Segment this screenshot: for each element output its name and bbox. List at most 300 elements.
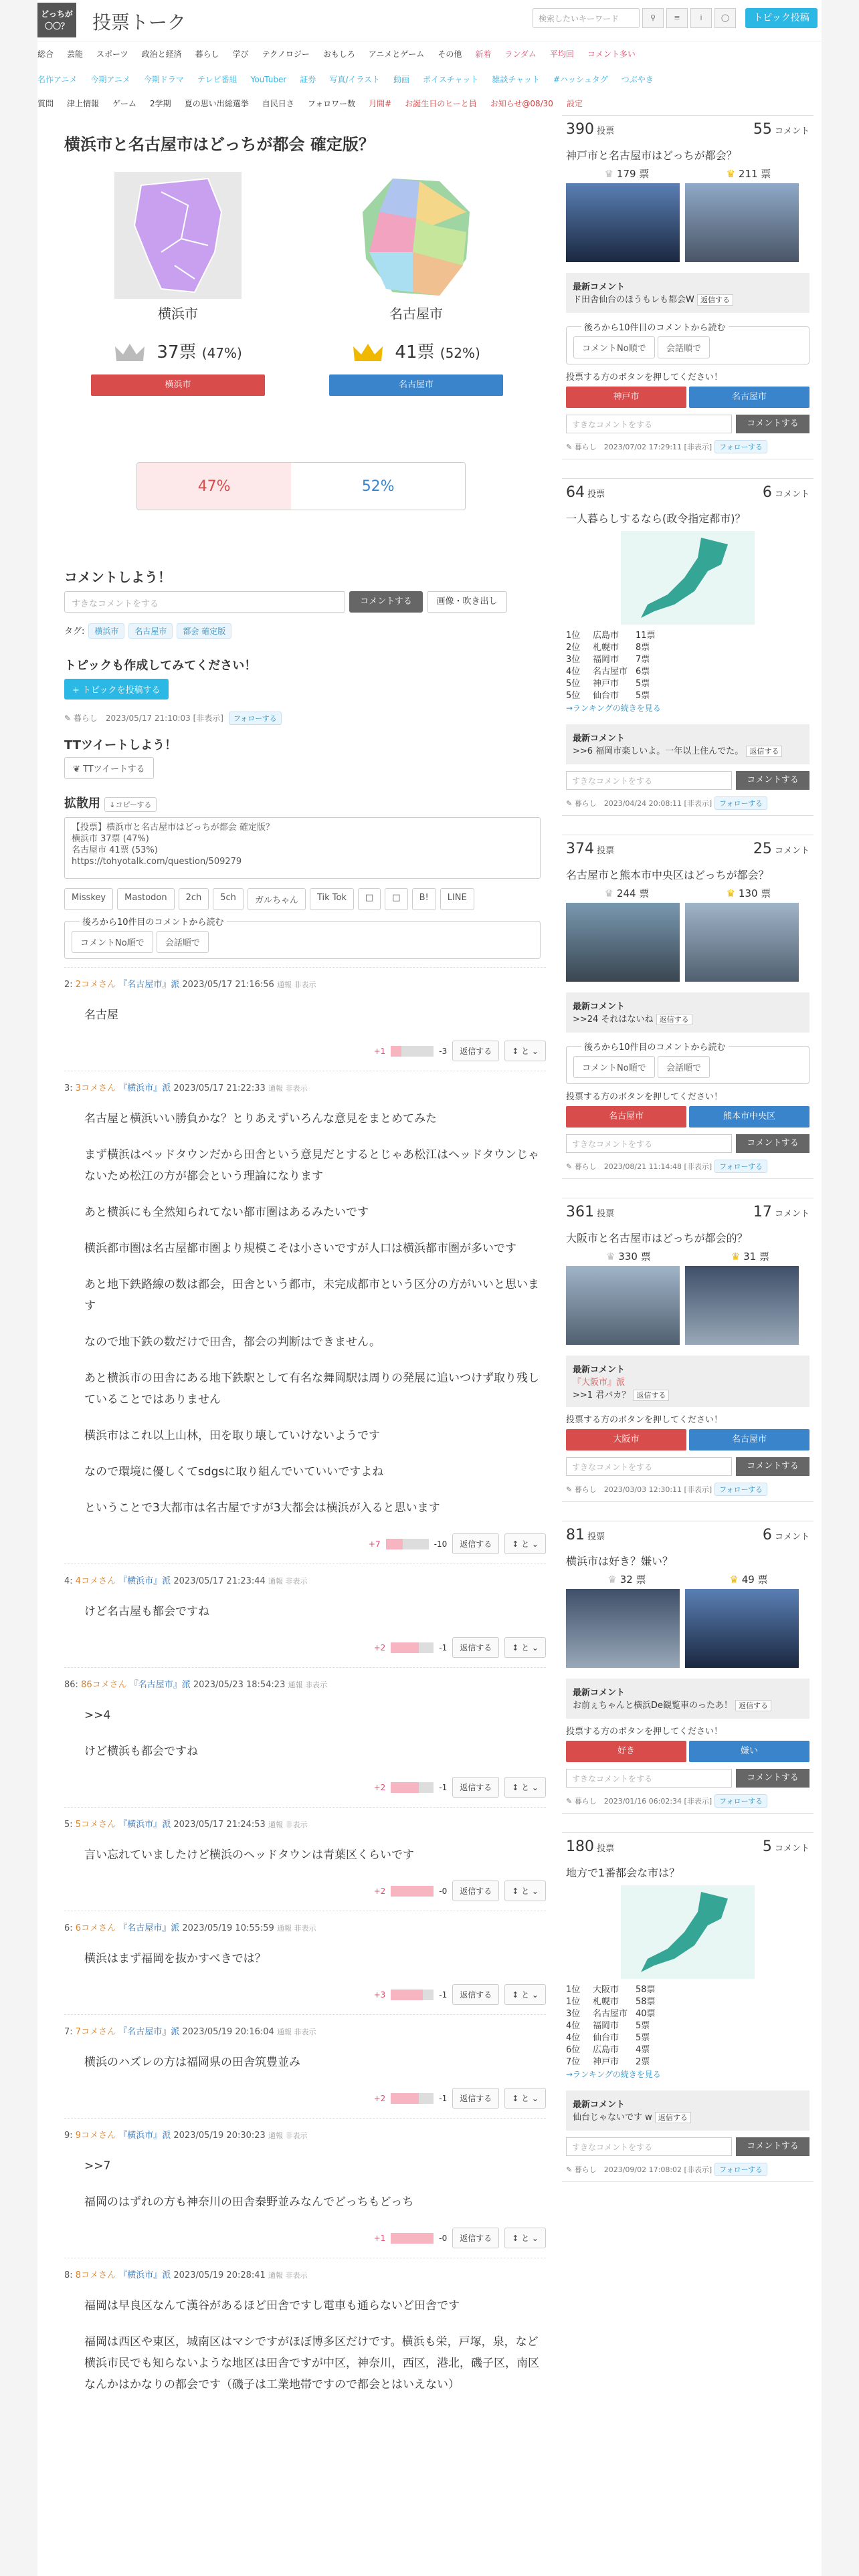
downvote-count[interactable]: -1 <box>439 1990 448 2000</box>
nav-item[interactable]: 夏の思い出総選挙 <box>184 99 249 108</box>
nav-item[interactable]: 暮らし <box>195 49 219 59</box>
vote-b-button[interactable]: 嫌い <box>689 1741 809 1762</box>
nav-item[interactable]: 平均回 <box>549 49 574 59</box>
comment-report-links[interactable]: 通報 非表示 <box>268 2271 308 2280</box>
comment-number[interactable]: 4: <box>64 1576 73 1586</box>
vote-number: 374 <box>566 841 594 857</box>
option-image[interactable] <box>685 1266 799 1345</box>
reply-button[interactable]: 返信する <box>746 746 782 757</box>
comment-report-links[interactable]: 通報 非表示 <box>276 980 316 989</box>
ranking-cell: 5票 <box>636 679 650 689</box>
nav-row-3 <box>37 98 822 109</box>
vote-b-button[interactable]: 熊本市中央区 <box>689 1106 809 1128</box>
nav-item[interactable]: 学び <box>232 49 249 59</box>
vote-balance-fill <box>391 1642 419 1653</box>
vote-buttons <box>566 1106 809 1128</box>
comment-text: 福岡は西区や東区，城南区はマシですがほぼ博多区だけです。横浜も栄，戸塚，泉，など横浜市民でも知らないような地区は田舎ですが中区，神奈川，西区，港北，磯子区，南区なんかはかなりの都会です（磯子は工業地帯ですので都会とはいえない） <box>84 2335 539 2391</box>
gold-crown-icon: ♛ <box>726 168 736 180</box>
card-category[interactable]: 暮らし <box>574 2165 597 2174</box>
tt-tweet-button[interactable] <box>64 757 154 779</box>
latest-text: >>6 福岡市楽しいよ。一年以上住んでた。 <box>573 746 744 756</box>
share-button[interactable]: LINE <box>440 888 474 910</box>
nav-item[interactable]: 今期ドラマ <box>143 75 184 84</box>
option-image[interactable] <box>685 183 799 262</box>
comment-group: 『名古屋市』派 <box>118 980 180 990</box>
nav-item[interactable]: 名作アニメ <box>37 75 78 84</box>
comment-text: 横浜都市圏は名古屋都市圏より規模こそは小さいですが人口は横浜都市圏が多いです <box>84 1242 516 1255</box>
comment-count <box>763 484 809 501</box>
option-b-tally <box>727 886 771 900</box>
upvote-count[interactable]: +2 <box>373 1886 386 1896</box>
nav-item[interactable]: 2学期 <box>150 99 171 108</box>
nav-item[interactable]: お知らせ@08/30 <box>490 99 553 108</box>
reply-button[interactable]: 返信する <box>655 2112 691 2123</box>
nav-item[interactable]: つぶやき <box>621 75 654 84</box>
tag[interactable]: 名古屋市 <box>128 623 173 639</box>
tag[interactable]: 都会 確定版 <box>177 623 231 639</box>
comment-report-links[interactable]: 通報 非表示 <box>288 1681 327 1689</box>
sidebar-comment-submit[interactable]: コメントする <box>736 2137 809 2156</box>
vote-prompt: 投票する方のボタンを押してください！ <box>566 1727 723 1737</box>
nav-item[interactable]: その他 <box>438 49 462 59</box>
comment-report-links[interactable]: 通報 非表示 <box>268 2131 308 2140</box>
follow-button[interactable]: フォローする <box>714 796 767 810</box>
comment-number[interactable]: 5: <box>64 1820 73 1830</box>
sidebar-comment-input[interactable]: すきなコメントをする <box>566 771 732 790</box>
copy-button[interactable]: ↓コピーする <box>104 797 156 812</box>
card-category[interactable]: 暮らし <box>574 799 597 808</box>
card-title[interactable]: 一人暮らしするなら(政令指定都市)？ <box>566 512 746 525</box>
more-menu-button[interactable]: ↕ と ⌄ <box>504 1041 546 1061</box>
option-images <box>566 903 809 982</box>
nav-item[interactable]: #ハッシュタグ <box>553 75 608 84</box>
order-by-thread-button[interactable]: 会話順で <box>658 1056 710 1078</box>
comment-author[interactable]: 4コメさん <box>75 1576 116 1586</box>
card-meta <box>566 1160 809 1173</box>
share-button[interactable]: B! <box>412 888 436 910</box>
info-icon[interactable]: i <box>690 8 712 28</box>
more-menu-button[interactable]: ↕ と ⌄ <box>504 1533 546 1554</box>
order-by-number-button[interactable]: コメントNo順で <box>72 931 153 953</box>
comment-body <box>84 2052 546 2073</box>
ratio-b: 52% <box>291 463 465 510</box>
more-menu-button[interactable]: ↕ と ⌄ <box>504 1984 546 2005</box>
hide-link[interactable]: [非表示] <box>193 714 223 723</box>
downvote-count[interactable]: -0 <box>439 2233 448 2243</box>
nav-item[interactable]: ランダム <box>504 49 537 59</box>
card-title[interactable]: 大阪市と名古屋市はどっちが都会的？ <box>566 1232 748 1245</box>
nav-item[interactable]: 証券 <box>300 75 316 84</box>
ranking-cell: 3位 <box>566 655 581 665</box>
vote-b-button[interactable]: 名古屋市 <box>689 387 809 408</box>
search-icon[interactable]: ⚲ <box>642 8 664 28</box>
follow-button[interactable]: フォローする <box>714 1160 767 1173</box>
ranking-row <box>566 678 809 690</box>
downvote-count[interactable]: -1 <box>439 2093 448 2103</box>
option-a-tally <box>606 1249 651 1263</box>
comment-text: けど横浜も都会ですね <box>84 1745 198 1758</box>
comment <box>64 2014 546 2109</box>
tag[interactable]: 横浜市 <box>88 623 124 639</box>
latest-label: 最新コメント <box>573 1365 626 1375</box>
comment-body <box>84 1108 546 1519</box>
reply-button[interactable]: 返信する <box>656 1014 692 1025</box>
gold-crown-icon: ♛ <box>731 1251 741 1263</box>
sidebar-topic-card <box>562 1521 814 1814</box>
comment-text: 横浜はまず福岡を抜かすべきでは？ <box>84 1952 266 1965</box>
vote-a-button[interactable]: 大阪市 <box>566 1429 686 1451</box>
comment-number[interactable]: 7: <box>64 2027 73 2037</box>
hide-link[interactable]: [非表示] <box>684 1797 712 1806</box>
vote-a-button[interactable]: 神戸市 <box>566 387 686 408</box>
downvote-count[interactable]: -1 <box>439 1642 448 1652</box>
upvote-count[interactable]: +1 <box>373 1046 386 1056</box>
ranking-row <box>566 642 809 654</box>
card-date: 2023/08/21 11:14:48 <box>603 1162 682 1171</box>
ranking-map-image[interactable] <box>621 1885 755 1979</box>
latest-comment <box>566 273 809 313</box>
sidebar-comment-input[interactable]: すきなコメントをする <box>566 1457 732 1476</box>
comment-report-links[interactable]: 通報 非表示 <box>268 1820 308 1829</box>
reply-button[interactable]: 返信する <box>452 1777 499 1798</box>
spread-textarea[interactable]: 【投票】横浜市と名古屋市はどっちが都会 確定版？ 横浜市 37票 (47%) 名古屋市 41票 (53%) https://tohyotalk.com/question/509279 <box>64 817 541 879</box>
nav-item[interactable]: テレビ番組 <box>197 75 237 84</box>
comment-author[interactable]: 9コメさん <box>75 2131 116 2141</box>
comment-input[interactable]: すきなコメントをする <box>64 591 345 613</box>
comment-date: 2023/05/17 21:24:53 <box>173 1820 266 1830</box>
share-button[interactable]: 2ch <box>179 888 209 910</box>
downvote-count[interactable]: -3 <box>439 1046 448 1056</box>
comment-author[interactable]: 86コメさん <box>81 1680 127 1690</box>
sidebar-comment-form <box>566 1769 809 1788</box>
ranking-row <box>566 2008 809 2020</box>
order-by-number-button[interactable]: コメントNo順で <box>573 336 655 358</box>
sidebar-comment-submit[interactable]: コメントする <box>736 771 809 790</box>
vote-yokohama-button[interactable]: 横浜市 <box>91 374 265 396</box>
sidebar-comment-input[interactable]: すきなコメントをする <box>566 415 732 433</box>
sidebar-comment-submit[interactable]: コメントする <box>736 1134 809 1153</box>
comment-header <box>64 1817 546 1830</box>
ranking-cell: 3位 <box>566 2009 581 2019</box>
vote-b-button[interactable]: 名古屋市 <box>689 1429 809 1451</box>
menu-icon[interactable]: ≡ <box>666 8 688 28</box>
nav-item[interactable]: スポーツ <box>96 49 128 59</box>
downvote-count[interactable]: -10 <box>434 1539 448 1549</box>
more-menu-button[interactable]: ↕ と ⌄ <box>504 1637 546 1658</box>
comment <box>64 1071 546 1554</box>
nav-item[interactable]: フォロワー数 <box>307 99 356 108</box>
order-by-number-button[interactable]: コメントNo順で <box>573 1056 655 1078</box>
yokohama-map-image[interactable] <box>114 172 242 299</box>
nav-item[interactable]: 政治と経済 <box>141 49 182 59</box>
vote-tallies <box>566 886 809 900</box>
ranking-more-link[interactable]: →ランキングの続きを見る <box>566 2070 661 2079</box>
ranking-cell: 1位 <box>566 631 581 641</box>
nav-item[interactable]: 設定 <box>566 99 583 108</box>
comment-footer <box>64 1881 546 1901</box>
card-category[interactable]: 暮らし <box>574 443 597 451</box>
option-image[interactable] <box>566 903 680 982</box>
upvote-count[interactable]: +2 <box>373 1782 386 1792</box>
upvote-count[interactable]: +2 <box>373 2093 386 2103</box>
comment-date: 2023/05/23 18:54:23 <box>193 1680 286 1690</box>
more-menu-button[interactable]: ↕ と ⌄ <box>504 1881 546 1901</box>
more-menu-button[interactable]: ↕ と ⌄ <box>504 2088 546 2109</box>
comment-number[interactable]: 86: <box>64 1680 78 1690</box>
comment-number[interactable]: 3: <box>64 1083 73 1093</box>
nav-item[interactable]: テクノロジー <box>262 49 310 59</box>
nav-item[interactable]: 質問 <box>37 99 54 108</box>
upvote-count[interactable]: +2 <box>373 1642 386 1652</box>
comment-group: 『横浜市』派 <box>118 1576 171 1586</box>
hide-link[interactable]: [非表示] <box>684 1485 712 1494</box>
upvote-count[interactable]: +3 <box>373 1990 386 2000</box>
nav-item[interactable]: YouTuber <box>250 75 287 84</box>
ranking-cell: 5票 <box>636 2033 650 2043</box>
ranking-cell: 広島市 <box>593 631 619 641</box>
reply-button[interactable]: 返信する <box>452 2088 499 2109</box>
ranking-cell: 名古屋市 <box>593 667 628 677</box>
follow-button[interactable]: フォローする <box>714 2163 767 2176</box>
reply-button[interactable]: 返信する <box>452 1637 499 1658</box>
tag-label: タグ: <box>64 627 85 637</box>
pencil-icon: ✎ <box>566 2165 575 2174</box>
reply-button[interactable]: 返信する <box>452 2228 499 2248</box>
comment-text: 横浜市はこれ以上山林，田を取り壊していけないようです <box>84 1429 380 1442</box>
latest-label: 最新コメント <box>573 734 626 744</box>
comment-author[interactable]: 7コメさん <box>75 2027 116 2037</box>
reply-button[interactable]: 返信する <box>735 1700 771 1711</box>
card-category[interactable]: 暮らし <box>574 1162 597 1171</box>
site-title[interactable]: 投票トーク <box>92 11 187 33</box>
comment-number: 6 <box>762 1527 772 1543</box>
ranking-cell: 6位 <box>566 2045 581 2055</box>
comment-unit: コメント <box>774 126 809 136</box>
option-image[interactable] <box>685 1589 799 1668</box>
ranking-cell: 4票 <box>636 2045 650 2055</box>
site-logo[interactable] <box>37 3 76 37</box>
comment-report-links[interactable]: 通報 非表示 <box>268 1084 308 1093</box>
nav-item[interactable]: おもしろ <box>322 49 355 59</box>
search-input[interactable]: 検索したいキーワード <box>533 8 640 28</box>
comment-text: 名古屋と横浜いい勝負かな？とりあえずいろんな意見をまとめてみた <box>84 1112 437 1125</box>
comment-date: 2023/05/19 20:30:23 <box>173 2131 266 2141</box>
option-image[interactable] <box>566 1266 680 1345</box>
comment-number[interactable]: 2: <box>64 980 73 990</box>
header <box>37 0 822 41</box>
option-a-pct: (47%) <box>201 345 242 361</box>
sidebar-comment-input[interactable]: すきなコメントをする <box>566 2137 732 2156</box>
post-topic-button[interactable]: トピック投稿 <box>745 8 818 28</box>
comment <box>64 967 546 1061</box>
card-title[interactable]: 神戸市と名古屋市はどっちが都会？ <box>566 149 737 162</box>
comment-count <box>753 841 809 857</box>
card-meta <box>566 440 809 453</box>
share-button[interactable]: Misskey <box>64 888 113 910</box>
comment-text: >>7 <box>84 2159 111 2173</box>
ranking-cell: 5位 <box>566 691 581 701</box>
spread-heading <box>64 794 546 812</box>
create-topic-button[interactable]: + トピックを投稿する <box>64 679 169 700</box>
sidebar-comment-form <box>566 2137 809 2156</box>
card-title[interactable]: 名古屋市と熊本市中央区はどっちが都会？ <box>566 869 769 881</box>
more-menu-button[interactable]: ↕ と ⌄ <box>504 1777 546 1798</box>
nav-item[interactable]: 総合 <box>37 49 54 59</box>
nagoya-map-image[interactable] <box>353 172 480 299</box>
comment-header <box>64 1677 546 1690</box>
hide-link[interactable]: [非表示] <box>684 443 712 451</box>
sidebar-comment-form <box>566 415 809 433</box>
vote-tallies <box>566 1572 809 1586</box>
nav-item[interactable]: 今期アニメ <box>90 75 130 84</box>
vote-prompt: 投票する方のボタンを押してください！ <box>566 1092 723 1102</box>
comment-report-links[interactable]: 通報 非表示 <box>276 2028 316 2036</box>
ranking-cell: 58票 <box>636 1985 656 1995</box>
comment-footer <box>64 2228 546 2248</box>
ranking-map-image[interactable] <box>621 531 755 625</box>
card-category[interactable]: 暮らし <box>574 1797 597 1806</box>
card-meta <box>566 1794 809 1808</box>
more-menu-button[interactable]: ↕ と ⌄ <box>504 2228 546 2248</box>
comment-date: 2023/05/19 20:16:04 <box>182 2027 274 2037</box>
comment-number[interactable]: 6: <box>64 1923 73 1933</box>
sidebar-comment-submit[interactable]: コメントする <box>736 415 809 433</box>
nav-item[interactable]: コメント多い <box>587 49 636 59</box>
reply-button[interactable]: 返信する <box>697 294 733 306</box>
comment-header <box>64 2128 546 2141</box>
comment-unit: コメント <box>774 490 809 500</box>
share-button[interactable]: □ <box>385 888 407 910</box>
comment-date: 2023/05/19 10:55:59 <box>182 1923 274 1933</box>
nav-item[interactable]: アニメとゲーム <box>368 49 425 59</box>
comment-unit: コメント <box>774 1532 809 1542</box>
comment-author[interactable]: 6コメさん <box>75 1923 116 1933</box>
option-b-tally <box>731 1249 769 1263</box>
nav-item[interactable]: 動画 <box>393 75 410 84</box>
share-button[interactable]: □ <box>358 888 381 910</box>
card-title[interactable]: 地方で1番都会な市は？ <box>566 1866 680 1879</box>
card-date: 2023/03/03 12:30:11 <box>603 1485 682 1494</box>
follow-button[interactable]: フォローする <box>714 1794 767 1808</box>
latest-text: お前ぇちゃんと横浜De観覧車のったあ！ <box>573 1701 733 1711</box>
share-button[interactable]: Tik Tok <box>310 888 354 910</box>
share-button[interactable]: Mastodon <box>117 888 174 910</box>
comment-author[interactable]: 3コメさん <box>75 1083 116 1093</box>
reply-button[interactable]: 返信する <box>452 1041 499 1061</box>
order-by-thread-button[interactable]: 会話順で <box>658 336 710 358</box>
comment-text: なので地下鉄の数だけで田舎，都会の判断はできません。 <box>84 1335 381 1349</box>
nav-item[interactable]: 写真/イラスト <box>329 75 381 84</box>
comment-author[interactable]: 5コメさん <box>75 1820 116 1830</box>
comment-text: 名古屋 <box>84 1008 118 1022</box>
option-a-votes <box>91 338 265 365</box>
comment-report-links[interactable]: 通報 非表示 <box>268 1577 308 1586</box>
image-balloon-button[interactable]: 画像・吹き出し <box>427 591 507 613</box>
downvote-count[interactable]: -1 <box>439 1782 448 1792</box>
nav-item[interactable]: 津上情報 <box>67 99 100 108</box>
nav-item[interactable]: ポイスチャット <box>423 75 479 84</box>
comment <box>64 1564 546 1658</box>
order-by-thread-button[interactable]: 会話順で <box>157 931 209 953</box>
comment-header <box>64 2024 546 2037</box>
upvote-count[interactable]: +1 <box>373 2233 386 2243</box>
sidebar-comment-submit[interactable]: コメントする <box>736 1457 809 1476</box>
ranking-cell: 11票 <box>636 631 656 641</box>
nav-item[interactable]: お誕生日のヒーと員 <box>405 99 477 108</box>
silver-crown-icon: ♛ <box>607 1574 617 1586</box>
user-icon[interactable]: ◯ <box>714 8 736 28</box>
card-date: 2023/07/02 17:29:11 <box>603 443 682 451</box>
nav-item[interactable]: 新着 <box>475 49 492 59</box>
hide-link[interactable]: [非表示] <box>684 799 712 808</box>
comment <box>64 1911 546 2005</box>
share-button[interactable]: 5ch <box>213 888 244 910</box>
comment-number: 6 <box>762 484 772 501</box>
vote-a-button[interactable]: 名古屋市 <box>566 1106 686 1128</box>
comment-body <box>84 1004 546 1026</box>
option-image[interactable] <box>685 903 799 982</box>
downvote-count[interactable]: -0 <box>439 1886 448 1896</box>
upvote-count[interactable]: +7 <box>368 1539 381 1549</box>
comment-report-links[interactable]: 通報 非表示 <box>276 1924 316 1933</box>
comment-submit-button[interactable]: コメントする <box>349 591 423 613</box>
hide-link[interactable]: [非表示] <box>684 2165 712 2174</box>
option-image[interactable] <box>566 183 680 262</box>
hide-link[interactable]: [非表示] <box>684 1162 712 1171</box>
nav-item[interactable]: 月間# <box>369 99 392 108</box>
reply-button[interactable]: 返信する <box>452 1881 499 1901</box>
ranking-more-link[interactable]: →ランキングの続きを見る <box>566 704 661 713</box>
follow-button[interactable]: フォローする <box>229 712 282 725</box>
ranking-cell: 福岡市 <box>593 2021 619 2031</box>
reply-button[interactable]: 返信する <box>633 1390 669 1401</box>
spread-label: 拡散用 <box>64 796 100 811</box>
silver-crown-icon: ♛ <box>606 1251 615 1263</box>
sidebar-topic-card <box>562 1832 814 2182</box>
comment-number[interactable]: 9: <box>64 2131 73 2141</box>
sidebar-comment-input[interactable]: すきなコメントをする <box>566 1769 732 1788</box>
topic-category[interactable]: 暮らし <box>73 714 98 723</box>
follow-button[interactable]: フォローする <box>714 440 767 453</box>
option-image[interactable] <box>566 1589 680 1668</box>
card-title[interactable]: 横浜市は好き？嫌い？ <box>566 1555 674 1568</box>
comment-author[interactable]: 8コメさん <box>75 2270 116 2280</box>
share-buttons <box>64 888 546 910</box>
comment-group: 『名古屋市』派 <box>118 1923 180 1933</box>
comment-text: まず横浜はベッドタウンだから田舎という意見だとするとじゃあ松江はヘッドタウンじゃないため松江の方が都会という理論になります <box>84 1148 539 1183</box>
reply-button[interactable]: 返信する <box>452 1533 499 1554</box>
follow-button[interactable]: フォローする <box>714 1483 767 1496</box>
comment-author[interactable]: 2コメさん <box>75 980 116 990</box>
sidebar-comment-submit[interactable]: コメントする <box>736 1769 809 1788</box>
nav-item[interactable]: ゲーム <box>112 99 137 108</box>
vote-nagoya-button[interactable]: 名古屋市 <box>329 374 503 396</box>
vote-a-button[interactable]: 好き <box>566 1741 686 1762</box>
comment-footer <box>64 1533 546 1554</box>
nav-item[interactable]: 雑談チャット <box>492 75 540 84</box>
sidebar-comment-input[interactable]: すきなコメントをする <box>566 1134 732 1153</box>
share-button[interactable]: ガルちゃん <box>248 888 306 910</box>
card-date: 2023/01/16 06:02:34 <box>603 1797 682 1806</box>
comment-date: 2023/05/17 21:16:56 <box>182 980 274 990</box>
nav-item[interactable]: 自民日さ <box>262 99 294 108</box>
nav-item[interactable]: 芸能 <box>67 49 84 59</box>
card-category[interactable]: 暮らし <box>574 1485 597 1494</box>
vote-balance-bar <box>391 2233 434 2244</box>
comment-number[interactable]: 8: <box>64 2270 73 2280</box>
reply-button[interactable]: 返信する <box>452 1984 499 2005</box>
option-b-pct: (52%) <box>440 345 480 361</box>
